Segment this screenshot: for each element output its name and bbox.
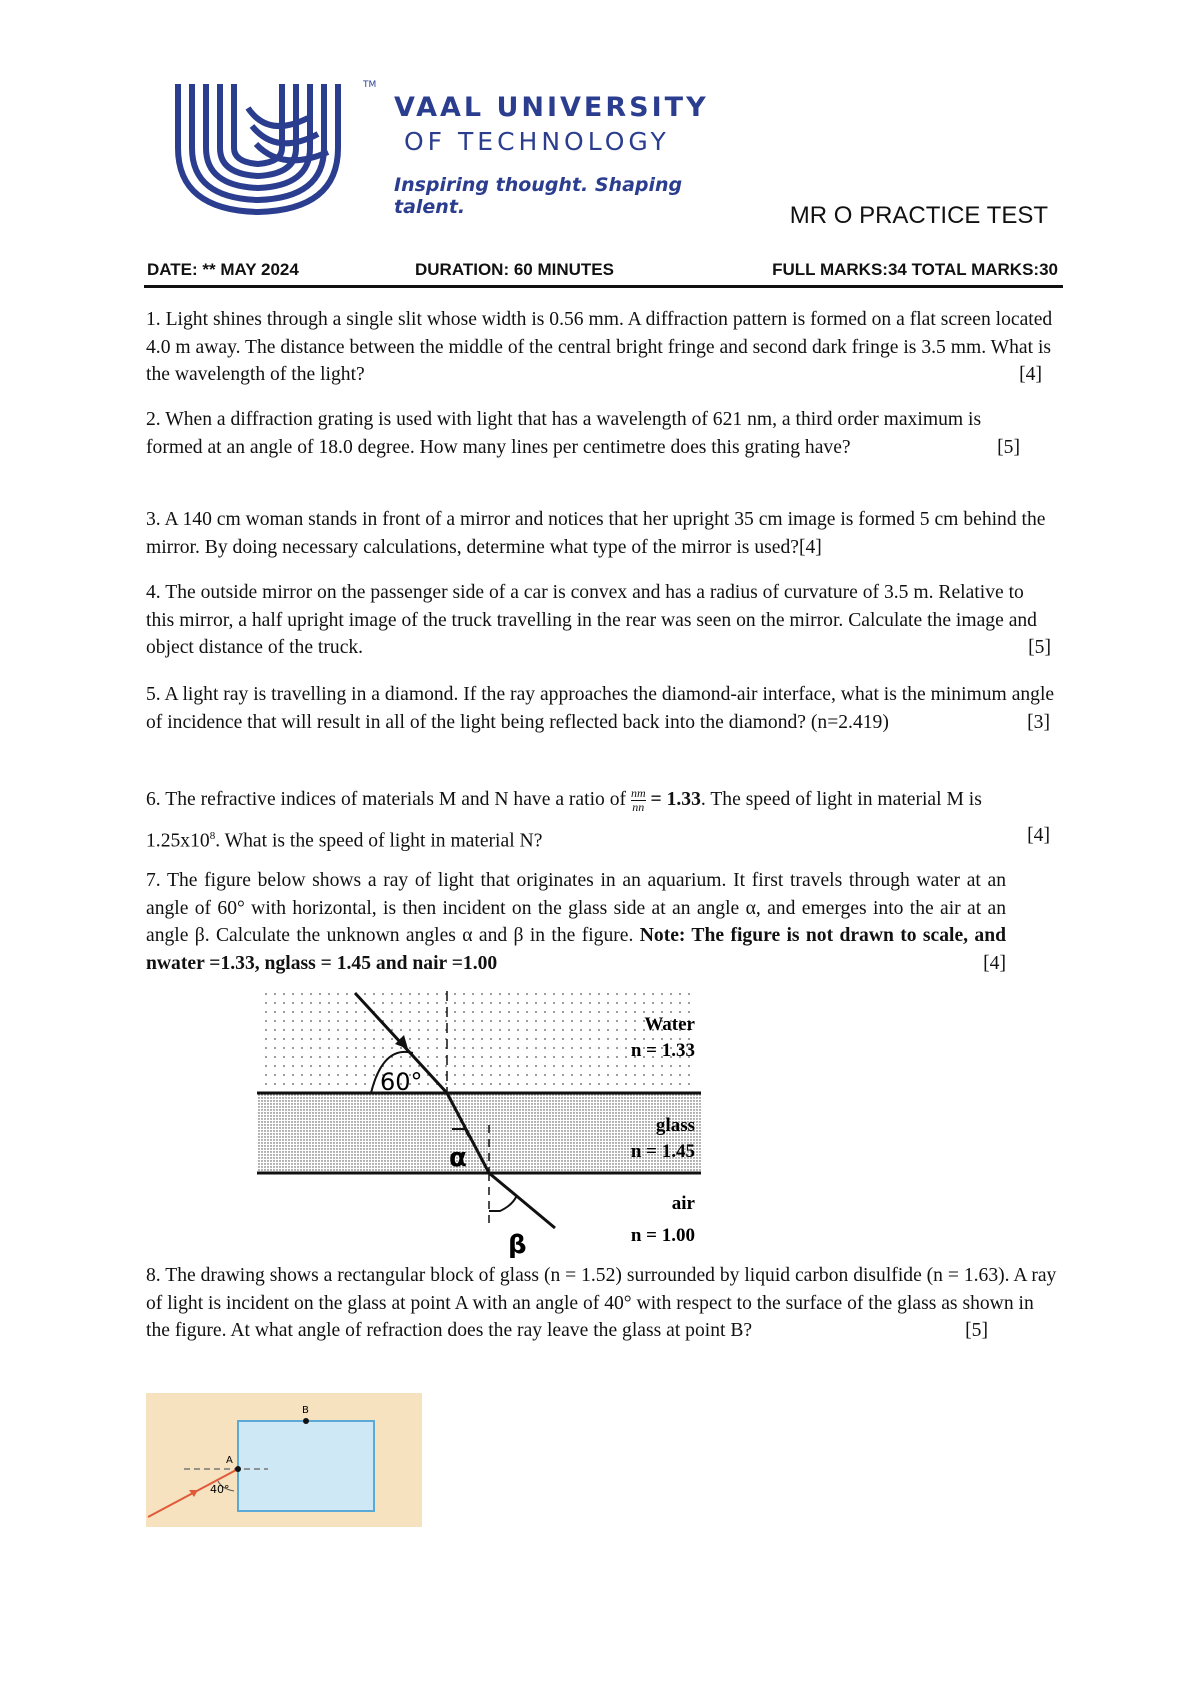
trademark-mark: TM	[363, 80, 377, 90]
angle-60-label: 60°	[380, 1068, 423, 1096]
question-mark: [5]	[965, 1320, 988, 1342]
question-6	[146, 782, 1060, 860]
question-text-b: . The speed of light in material M is 1.25x10	[146, 789, 982, 852]
university-logo	[168, 78, 758, 218]
test-title: MR O PRACTICE TEST	[789, 202, 1048, 229]
question-text: 5. A light ray is travelling in a diamond. If the ray approaches the diamond-air interface, what is the minimum angle of incidence that will result in all of the light being reflected back into the diamond? (n=2.419)	[146, 684, 1055, 733]
angle-40-label: 40°	[210, 1483, 230, 1496]
water-label: Water	[644, 1014, 695, 1035]
question-mark: [5]	[997, 436, 1020, 458]
question-mark: [5]	[1028, 637, 1051, 659]
fraction-denominator: nn	[632, 800, 645, 814]
question-mark: [4]	[1019, 364, 1042, 386]
question-text: 2. When a diffraction grating is used with light that has a wavelength of 621 nm, a third order maximum is formed at an angle of 18.0 degree. How many lines per centimetre does this grating have?	[146, 409, 982, 458]
question-mark: [4]	[798, 536, 822, 558]
water-region	[263, 987, 693, 1093]
header-rule	[144, 285, 1063, 288]
glass-block	[238, 1421, 374, 1511]
question-note: Note: The figure is not drawn to scale, and nwater =1.33, nglass = 1.45 and nair =1.00	[146, 925, 1007, 974]
logo-emblem-icon	[168, 78, 368, 218]
university-name-line1: VAAL UNIVERSITY	[394, 92, 709, 123]
question-text: 7. The figure below shows a ray of light that originates in an aquarium. It first travels through water at an angle of 60° with horizontal, is then incident on the glass side at an angle α, and emerges into the air at an angle β. Calculate the unknown angles α and β in the figure.	[146, 870, 1006, 947]
refraction-figure	[255, 983, 705, 1258]
beta-label: β	[508, 1230, 527, 1258]
point-a-label: A	[226, 1455, 233, 1466]
question-5	[146, 681, 1060, 736]
question-2	[146, 406, 1026, 461]
exponent: 8	[209, 830, 216, 842]
question-1	[146, 306, 1060, 389]
air-label: air	[671, 1193, 695, 1214]
point-b-label: B	[302, 1405, 309, 1416]
water-n-label: n = 1.33	[630, 1040, 695, 1061]
glass-label: glass	[655, 1115, 695, 1136]
point-b-dot	[303, 1418, 309, 1424]
question-mark: [3]	[1027, 711, 1050, 733]
question-text: 8. The drawing shows a rectangular block of glass (n = 1.52) surrounded by liquid carbon disulfide (n = 1.63). A ray of light is incident on the glass at point A with an angle of 40° with respect to the surface of the glass as shown in the figure. At what angle of refraction does the ray leave the glass at point B?	[146, 1265, 1057, 1342]
question-7	[146, 867, 1006, 977]
question-mark: [4]	[983, 952, 1006, 974]
question-text: 1. Light shines through a single slit whose width is 0.56 mm. A diffraction pattern is formed on a flat screen located 4.0 m away. The distance between the middle of the central bright fringe and second dark fringe is 3.5 mm. What is the wavelength of the light?	[146, 309, 1053, 386]
point-a-dot	[235, 1466, 241, 1472]
question-8	[146, 1262, 1060, 1345]
glass-n-label: n = 1.45	[630, 1141, 695, 1162]
angle-arc-beta	[489, 1195, 517, 1211]
alpha-label: α	[449, 1143, 467, 1173]
question-text: 3. A 140 cm woman stands in front of a mirror and notices that her upright 35 cm image is formed 5 cm behind the mirror. By doing necessary calculations, determine what type of the mirror is used?	[146, 509, 1046, 558]
header-marks: FULL MARKS:34 TOTAL MARKS:30	[772, 260, 1058, 279]
header-date: DATE: ** MAY 2024	[147, 260, 299, 279]
university-tagline: Inspiring thought. Shaping talent.	[394, 174, 683, 218]
ratio-fraction	[631, 787, 646, 814]
question-text-c: . What is the speed of light in material N?	[215, 830, 543, 852]
ratio-value: = 1.33	[650, 789, 701, 810]
question-text: 6. The refractive indices of materials M and N have a ratio of	[146, 789, 627, 810]
question-mark: [4]	[1027, 825, 1050, 846]
question-3	[146, 506, 1060, 561]
university-name-line2: OF TECHNOLOGY	[404, 127, 670, 156]
question-text: 4. The outside mirror on the passenger side of a car is convex and has a radius of curvature of 3.5 m. Relative to this mirror, a half upright image of the truck travelling in the rear was seen on the mirror. Calculate the image and object distance of the truck.	[146, 582, 1037, 659]
fraction-numerator: nm	[630, 786, 646, 800]
air-n-label: n = 1.00	[630, 1225, 695, 1246]
glass-block-figure	[146, 1393, 422, 1527]
header-duration: DURATION: 60 MINUTES	[415, 260, 614, 279]
question-4	[146, 579, 1051, 662]
